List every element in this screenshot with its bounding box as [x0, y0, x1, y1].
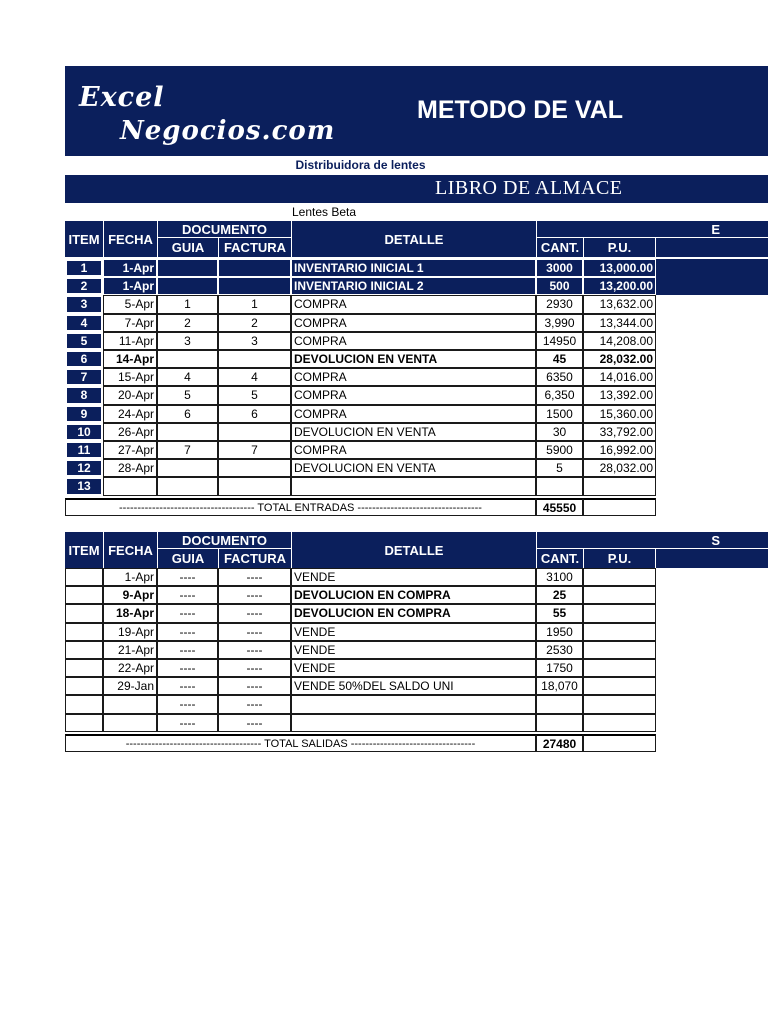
cell-item: 1: [65, 259, 103, 277]
cell-cant: 30: [536, 423, 583, 441]
cell-cant: 2530: [536, 641, 583, 659]
cell-item-empty: [65, 568, 103, 586]
cell-item: 6: [65, 350, 103, 368]
cell-factura: [218, 477, 291, 495]
cell-cant: [536, 695, 583, 713]
total-salidas-value: 27480: [536, 734, 583, 752]
cell-detalle: DEVOLUCION EN VENTA: [291, 350, 536, 368]
cell-item: 12: [65, 459, 103, 477]
cell-guia: [157, 423, 218, 441]
cell-factura: [218, 277, 291, 295]
cell-guia: 4: [157, 368, 218, 386]
cell-fecha: 18-Apr: [103, 604, 157, 622]
cell-detalle: COMPRA: [291, 332, 536, 350]
col-header-cant: CANT.: [536, 238, 583, 257]
cell-cant: 45: [536, 350, 583, 368]
cell-item-empty: [65, 623, 103, 641]
total-salidas-pu: [583, 734, 656, 752]
cell-pu: 14,208.00: [583, 332, 656, 350]
cell-guia: [157, 350, 218, 368]
cell-cant: 5: [536, 459, 583, 477]
cell-fecha: 27-Apr: [103, 441, 157, 459]
cell-pu: 28,032.00: [583, 459, 656, 477]
cell-detalle: INVENTARIO INICIAL 1: [291, 259, 536, 277]
book-title: LIBRO DE ALMACE: [435, 177, 623, 199]
cell-guia: ----: [157, 714, 218, 732]
cell-factura: [218, 423, 291, 441]
col-header-guia: GUIA: [157, 549, 218, 568]
cell-fecha: 28-Apr: [103, 459, 157, 477]
cell-factura: 3: [218, 332, 291, 350]
cell-cant: 2930: [536, 295, 583, 313]
title-banner: [65, 66, 768, 156]
cell-pu: [583, 477, 656, 495]
cell-item-empty: [65, 677, 103, 695]
cell-item: 2: [65, 277, 103, 295]
cell-detalle: COMPRA: [291, 405, 536, 423]
cell-cant: 3100: [536, 568, 583, 586]
cell-fecha: 22-Apr: [103, 659, 157, 677]
total-entradas-label: ------------------------------------- TOTAL ENTRADAS ----------------------------------: [65, 498, 536, 516]
cell-factura: 6: [218, 405, 291, 423]
col-header-group: E: [536, 221, 768, 238]
cell-cant: 6,350: [536, 386, 583, 404]
col-header-fecha: FECHA: [103, 221, 157, 257]
col-header-group: S: [536, 532, 768, 549]
cell-guia: ----: [157, 586, 218, 604]
cell-guia: ----: [157, 695, 218, 713]
cell-fecha: 14-Apr: [103, 350, 157, 368]
cell-cant: 14950: [536, 332, 583, 350]
col-header-item: ITEM: [68, 231, 100, 247]
cell-guia: [157, 277, 218, 295]
cell-factura: ----: [218, 568, 291, 586]
cell-guia: [157, 259, 218, 277]
cell-pu: 15,360.00: [583, 405, 656, 423]
cell-detalle: COMPRA: [291, 295, 536, 313]
cell-pu: 14,016.00: [583, 368, 656, 386]
cell-fecha: 9-Apr: [103, 586, 157, 604]
col-header-cant: CANT.: [536, 549, 583, 568]
cell-guia: ----: [157, 659, 218, 677]
cell-fecha: 1-Apr: [103, 568, 157, 586]
cell-pu: [583, 714, 656, 732]
total-entradas-pu: [583, 498, 656, 516]
cell-factura: ----: [218, 677, 291, 695]
cell-guia: 2: [157, 314, 218, 332]
cell-guia: ----: [157, 568, 218, 586]
cell-item: 13: [65, 477, 103, 495]
cell-factura: [218, 259, 291, 277]
cell-pu: 13,392.00: [583, 386, 656, 404]
cell-item: 10: [65, 423, 103, 441]
cell-pu: [583, 623, 656, 641]
company-name: Distribuidora de lentes: [295, 158, 426, 172]
cell-guia: [157, 477, 218, 495]
cell-factura: ----: [218, 604, 291, 622]
cell-detalle: VENDE: [291, 623, 536, 641]
col-header-pu: P.U.: [583, 238, 656, 257]
cell-cant: [536, 477, 583, 495]
cell-detalle: DEVOLUCION EN VENTA: [291, 459, 536, 477]
cell-pu: 13,000.00: [583, 259, 656, 277]
cell-cant: 500: [536, 277, 583, 295]
cell-guia: 3: [157, 332, 218, 350]
cell-fecha: 11-Apr: [103, 332, 157, 350]
cell-fecha: 5-Apr: [103, 295, 157, 313]
cell-item-empty: [65, 604, 103, 622]
cell-detalle: DEVOLUCION EN COMPRA: [291, 604, 536, 622]
cell-item: 3: [65, 295, 103, 313]
cell-detalle: DEVOLUCION EN VENTA: [291, 423, 536, 441]
col-header-detalle: DETALLE: [291, 221, 536, 257]
cell-detalle: [291, 714, 536, 732]
cell-pu: [583, 568, 656, 586]
cell-factura: 7: [218, 441, 291, 459]
cell-detalle: [291, 695, 536, 713]
cell-cant: 25: [536, 586, 583, 604]
cell-detalle: INVENTARIO INICIAL 2: [291, 277, 536, 295]
cell-detalle: VENDE: [291, 568, 536, 586]
cell-item-empty: [65, 586, 103, 604]
cell-pu: 13,344.00: [583, 314, 656, 332]
cell-factura: ----: [218, 695, 291, 713]
cell-cant: 3000: [536, 259, 583, 277]
book-title-bar: [65, 175, 768, 203]
cell-factura: ----: [218, 641, 291, 659]
cell-guia: 1: [157, 295, 218, 313]
col-header-item: ITEM: [68, 542, 100, 558]
col-header-guia: GUIA: [157, 238, 218, 257]
cell-item: 5: [65, 332, 103, 350]
logo-text-line1: Excel: [79, 82, 165, 113]
cell-guia: ----: [157, 604, 218, 622]
page-title: METODO DE VAL: [417, 96, 624, 124]
cell-fecha: 1-Apr: [103, 277, 157, 295]
cell-item: 11: [65, 441, 103, 459]
cell-guia: [157, 459, 218, 477]
cell-guia: ----: [157, 623, 218, 641]
cell-detalle: VENDE: [291, 641, 536, 659]
cell-factura: 5: [218, 386, 291, 404]
cell-factura: ----: [218, 586, 291, 604]
cell-fecha: [103, 714, 157, 732]
cell-detalle: COMPRA: [291, 314, 536, 332]
cell-factura: [218, 459, 291, 477]
col-header-documento: DOCUMENTO: [157, 221, 291, 238]
cell-guia: ----: [157, 677, 218, 695]
col-header-documento: DOCUMENTO: [157, 532, 291, 549]
cell-pu: [583, 586, 656, 604]
cell-detalle: COMPRA: [291, 441, 536, 459]
cell-pu: [583, 659, 656, 677]
cell-guia: 6: [157, 405, 218, 423]
cell-detalle: [291, 477, 536, 495]
cell-pu: [583, 641, 656, 659]
cell-cant: 3,990: [536, 314, 583, 332]
total-entradas-value: 45550: [536, 498, 583, 516]
cell-factura: [218, 350, 291, 368]
cell-fecha: [103, 695, 157, 713]
cell-detalle: COMPRA: [291, 386, 536, 404]
cell-pu: 28,032.00: [583, 350, 656, 368]
col-header-pu: P.U.: [583, 549, 656, 568]
cell-guia: ----: [157, 641, 218, 659]
cell-pu: 33,792.00: [583, 423, 656, 441]
cell-factura: 2: [218, 314, 291, 332]
cell-detalle: VENDE 50%DEL SALDO UNI: [291, 677, 536, 695]
cell-detalle: DEVOLUCION EN COMPRA: [291, 586, 536, 604]
cell-cant: 5900: [536, 441, 583, 459]
cell-cant: [536, 714, 583, 732]
cell-fecha: [103, 477, 157, 495]
cell-fecha: 26-Apr: [103, 423, 157, 441]
cell-cant: 18,070: [536, 677, 583, 695]
cell-cant: 55: [536, 604, 583, 622]
cell-cant: 1750: [536, 659, 583, 677]
cell-fecha: 7-Apr: [103, 314, 157, 332]
cell-factura: ----: [218, 623, 291, 641]
cell-cant: 1500: [536, 405, 583, 423]
cell-fecha: 15-Apr: [103, 368, 157, 386]
col-header-detalle: DETALLE: [291, 532, 536, 568]
cell-item: 8: [65, 386, 103, 404]
total-salidas-label: ------------------------------------- TOTAL SALIDAS ----------------------------------: [65, 734, 536, 752]
cell-cant: 6350: [536, 368, 583, 386]
cell-pu: 13,200.00: [583, 277, 656, 295]
cell-fecha: 1-Apr: [103, 259, 157, 277]
cell-factura: ----: [218, 659, 291, 677]
cell-fecha: 29-Jan: [103, 677, 157, 695]
cell-pu: 13,632.00: [583, 295, 656, 313]
cell-fecha: 24-Apr: [103, 405, 157, 423]
cell-factura: ----: [218, 714, 291, 732]
col-header-factura: FACTURA: [218, 549, 291, 568]
cell-factura: 4: [218, 368, 291, 386]
cell-item-empty: [65, 659, 103, 677]
cell-guia: 5: [157, 386, 218, 404]
cell-detalle: VENDE: [291, 659, 536, 677]
cell-item-empty: [65, 695, 103, 713]
logo-text-line2: Negocios.com: [120, 116, 336, 146]
cell-pu: [583, 695, 656, 713]
cell-fecha: 21-Apr: [103, 641, 157, 659]
cell-item-empty: [65, 714, 103, 732]
cell-pu: [583, 604, 656, 622]
cell-pu: 16,992.00: [583, 441, 656, 459]
cell-pu: [583, 677, 656, 695]
col-header-fecha: FECHA: [103, 532, 157, 568]
cell-cant: 1950: [536, 623, 583, 641]
cell-detalle: COMPRA: [291, 368, 536, 386]
cell-fecha: 20-Apr: [103, 386, 157, 404]
cell-item: 4: [65, 314, 103, 332]
cell-item: 9: [65, 405, 103, 423]
col-header-factura: FACTURA: [218, 238, 291, 257]
product-name: Lentes Beta: [292, 205, 357, 219]
cell-guia: 7: [157, 441, 218, 459]
cell-fecha: 19-Apr: [103, 623, 157, 641]
cell-item-empty: [65, 641, 103, 659]
cell-item: 7: [65, 368, 103, 386]
cell-factura: 1: [218, 295, 291, 313]
